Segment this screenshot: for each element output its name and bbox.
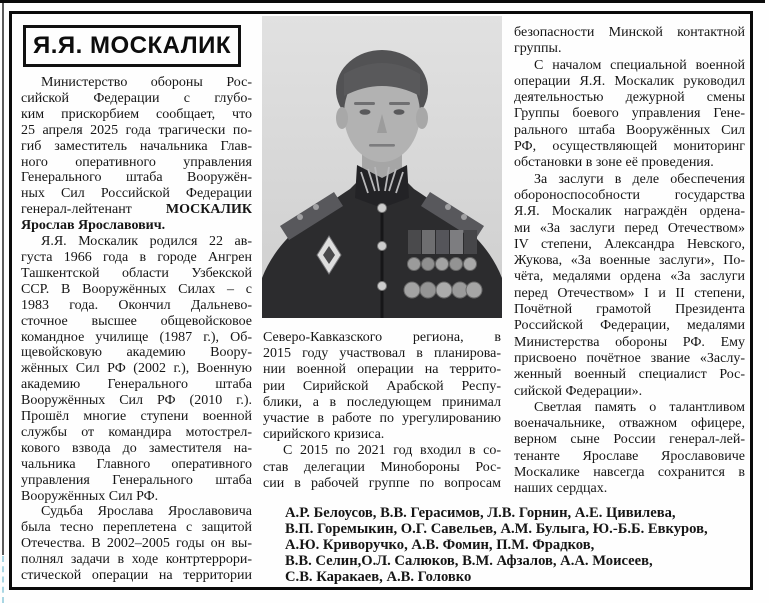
text-line: сточное высшее общевойсковое [21,313,252,329]
text-line: полнял задачи в ходе контртеррори- [21,552,252,568]
text-line: За заслуги в деле обеспечения [534,171,745,187]
text-line: С 2015 по 2021 год входил в со- [283,443,501,459]
text-line: сийской Федерации». [514,383,643,399]
text-line: верном сыне России генерал-лей- [514,432,745,448]
column-3 [514,25,745,498]
text-line: была тесно переплетена с защитой [21,520,252,536]
text-line: В.В. Селин,О.Л. Салюков, В.М. Афзалов, А.А. Моисеев, [285,552,653,569]
text-line: Ярослав Ярославович. [21,218,166,234]
text-line: Ташкентской области Узбекской [21,265,252,281]
text-line: сирийского кризиса. [263,427,385,443]
text-line: блики, а в последующем принимал [263,394,501,410]
text-line: тенанте Ярославе Ярославовиче [514,448,745,464]
text-line: В.П. Горемыкин, О.Г. Савельев, А.М. Булыга, Ю.-Б.Б. Евкуров, [285,520,708,537]
text-line: женный военный специалист Рос- [514,367,745,383]
text-line: перед Отечеством» I и II степени, [514,285,745,301]
text-line: Министерства обороны РФ. Ему [514,334,745,350]
text-line: Вооружённых Сил РФ (2010 г.). [21,393,252,409]
text-line: наших сердцах. [514,481,608,497]
text-line: Я.Я. Москалик родился 22 ав- [41,234,252,250]
text-line: деятельностью дежурной смены [514,90,745,106]
top-rule [0,0,765,3]
text-line: ного оперативного управления [21,154,252,170]
text-line: Северо-Кавказского региона, в [263,330,501,345]
text-line: стической операции на территории [21,568,252,584]
text-line: Судьба Ярослава Ярославовича [41,504,252,520]
text-line: обороноспособности государства [514,187,745,203]
text-line: щевойсковую академию Воору- [21,345,252,361]
text-line: 2015 году участвовал в планирова- [263,346,501,362]
text-line: Прошёл многие ступени военной [21,409,252,425]
text-line: службы от командира мотострел- [21,424,252,440]
text-line: Светлая память о талантливом [534,399,745,415]
text-line: Российской Федерации, медалями [514,318,745,334]
text-line: РФ, осуществляющей мониторинг [514,139,745,155]
portrait-photo-illustration [262,16,502,318]
text-line: группы. [514,41,562,57]
text-line: IV степени, Александра Невского, [514,236,745,252]
text-line: Генерального штаба Вооружён- [21,170,252,186]
text-line: сии в рабочей группе по вопросам [263,475,501,491]
text-line: А.Р. Белоусов, В.В. Герасимов, Л.В. Горнин, А.Е. Цивилева, [285,505,676,521]
text-line: Москалике навсегда сохранится в [514,465,745,481]
column-1 [21,75,252,584]
text-line: гиб заместитель начальника Глав- [21,138,252,154]
text-line: ми «За заслуги перед Отечеством» [514,220,745,236]
text-line: рии Сирийской Арабской Респу- [263,378,501,394]
text-line: ким прискорбием сообщает, что [21,106,252,122]
portrait-photo [262,16,502,318]
left-column-rule [2,3,4,555]
text-line: обстановки в зоне её проведения. [514,155,714,171]
text-line: Министерство обороны Рос- [41,75,252,90]
text-line: чальника Главного оперативного [21,456,252,472]
text-line: операции Я.Я. Москалик руководил [514,73,745,89]
text-line: Группы боевого управления Гене- [514,106,745,122]
text-line: А.Ю. Криворучко, А.В. Фомин, П.М. Фрадков, [285,536,595,553]
text-line: сийской Федерации с глубо- [21,90,252,106]
text-line: командное училище (1987 г.), Об- [21,329,252,345]
text-line: Жукова, «За военные заслуги», По- [514,253,745,269]
column-2 [263,330,501,492]
text-line: чёта, медалями ордена «За заслуги [514,269,745,285]
text-line: военачальнике, отважном офицере, [514,416,745,432]
text-line: жённых Сил РФ (2002 г.), Военную [21,361,252,377]
text-line: генерал-лейтенант МОСКАЛИК [21,202,252,218]
left-cut-mark [2,556,4,603]
text-line: кового взвода до заместителя на- [21,440,252,456]
text-line: став делегации Минобороны Рос- [263,459,501,475]
text-line: академию Генерального штаба [21,377,252,393]
text-line: 25 апреля 2025 года трагически по- [21,122,252,138]
medal-rack [404,230,482,298]
text-line: участие в работе по урегулированию [263,411,501,427]
text-line: присвоено почётное звание «Заслу- [514,350,745,366]
signatories-block [285,506,747,586]
headline-box [23,25,241,67]
text-line: Вооружённых Сил РФ. [21,488,159,504]
headline: Я.Я. МОСКАЛИК [32,32,231,59]
text-line: С началом специальной военной [534,57,745,73]
text-line: нии военной операции на террито- [263,362,501,378]
text-line: Почётной грамотой Президента [514,302,745,318]
text-line: рального штаба Вооружённых Сил [514,122,745,138]
obituary-article [9,11,753,590]
text-line: безопасности Минской контактной [514,25,745,40]
text-line: Отечества. В 2002–2005 годы он вы- [21,536,252,552]
text-line: ССР. В Вооружённых Силах – с [21,281,252,297]
text-line: густа 1966 года в городе Ангрен [21,249,252,265]
text-line: Я.Я. Москалик награждён ордена- [514,204,745,220]
text-line: управления Генерального штаба [21,472,252,488]
text-line: С.В. Каракаев, А.В. Головко [285,568,472,585]
text-line: 1983 года. Окончил Дальнево- [21,297,252,313]
text-line: ных Сил Российской Федерации [21,186,252,202]
